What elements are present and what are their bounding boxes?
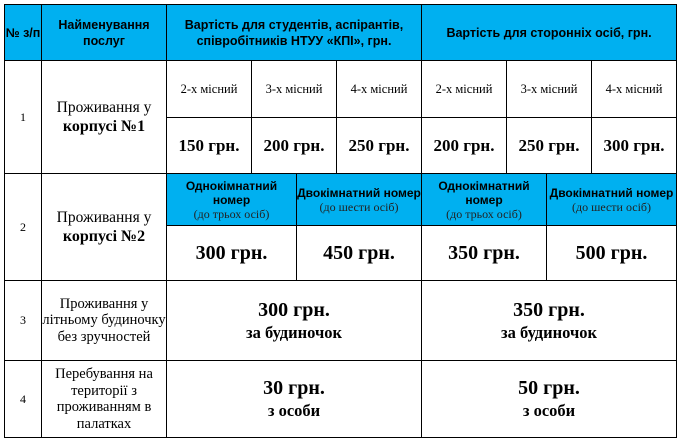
price-cell: 250 грн. (337, 118, 422, 174)
room-type: 2-х місний (167, 61, 252, 118)
price-cell: 300 грн. (592, 118, 677, 174)
price-amount: 300 грн. (258, 298, 330, 321)
outsiders-price-cell (422, 281, 677, 361)
price-table (4, 4, 677, 438)
room-title: Однокімнатний номер (438, 178, 530, 207)
row-3 (5, 281, 677, 361)
room-type: 4-х місний (337, 61, 422, 118)
price-cell: 150 грн. (167, 118, 252, 174)
service-name (42, 61, 167, 174)
room-title: Двокімнатний номер (297, 185, 421, 200)
price-unit: за будиночок (500, 322, 598, 342)
room-capacity: (до шести осіб) (572, 199, 652, 214)
students-price-cell (167, 361, 422, 438)
row-number: 4 (5, 361, 42, 438)
price-cell: 200 грн. (422, 118, 507, 174)
price-cell: 300 грн. (167, 226, 297, 281)
price-amount: 50 грн. (518, 377, 580, 399)
header-number: № з/п (5, 5, 42, 61)
price-cell: 250 грн. (507, 118, 592, 174)
room-option (167, 174, 297, 226)
price-cell: 350 грн. (422, 226, 547, 281)
price-amount: 350 грн. (513, 298, 585, 321)
room-title: Однокімнатний номер (185, 178, 278, 207)
students-price-cell (167, 281, 422, 361)
price-cell: 500 грн. (547, 226, 677, 281)
price-unit: з особи (522, 401, 576, 420)
header-students-price: Вартість для студентів, аспірантів, співробітників НТУУ «КПІ», грн. (167, 5, 422, 61)
row-number: 2 (5, 174, 42, 281)
service-prefix: Проживання у (56, 209, 152, 226)
price-unit: з особи (267, 401, 321, 420)
service-name: Проживання у літньому будиночку без зручностей (42, 281, 167, 361)
price-cell: 200 грн. (252, 118, 337, 174)
room-capacity: (до трьох осіб) (446, 206, 522, 221)
price-amount: 30 грн. (263, 377, 325, 399)
row-2-rooms (5, 174, 677, 226)
room-option (547, 174, 677, 226)
service-building: корпусі №2 (62, 228, 146, 245)
room-option (297, 174, 422, 226)
header-service: Найменування послуг (42, 5, 167, 61)
room-capacity: (до шести осіб) (319, 199, 399, 214)
room-type: 3-х місний (507, 61, 592, 118)
row-number: 1 (5, 61, 42, 174)
service-prefix: Проживання у (56, 99, 152, 116)
header-row (5, 5, 677, 61)
price-cell: 450 грн. (297, 226, 422, 281)
row-1-types (5, 61, 677, 118)
service-name (42, 174, 167, 281)
room-option (422, 174, 547, 226)
room-type: 2-х місний (422, 61, 507, 118)
row-number: 3 (5, 281, 42, 361)
outsiders-price-cell (422, 361, 677, 438)
price-unit: за будиночок (245, 322, 343, 342)
service-building: корпусі №1 (62, 118, 146, 135)
room-type: 3-х місний (252, 61, 337, 118)
header-outsiders-price: Вартість для сторонніх осіб, грн. (422, 5, 677, 61)
room-title: Двокімнатний номер (549, 185, 674, 200)
row-4 (5, 361, 677, 438)
room-type: 4-х місний (592, 61, 677, 118)
room-capacity: (до трьох осіб) (193, 206, 270, 221)
service-name: Перебування на території з проживанням в палатках (42, 361, 167, 438)
